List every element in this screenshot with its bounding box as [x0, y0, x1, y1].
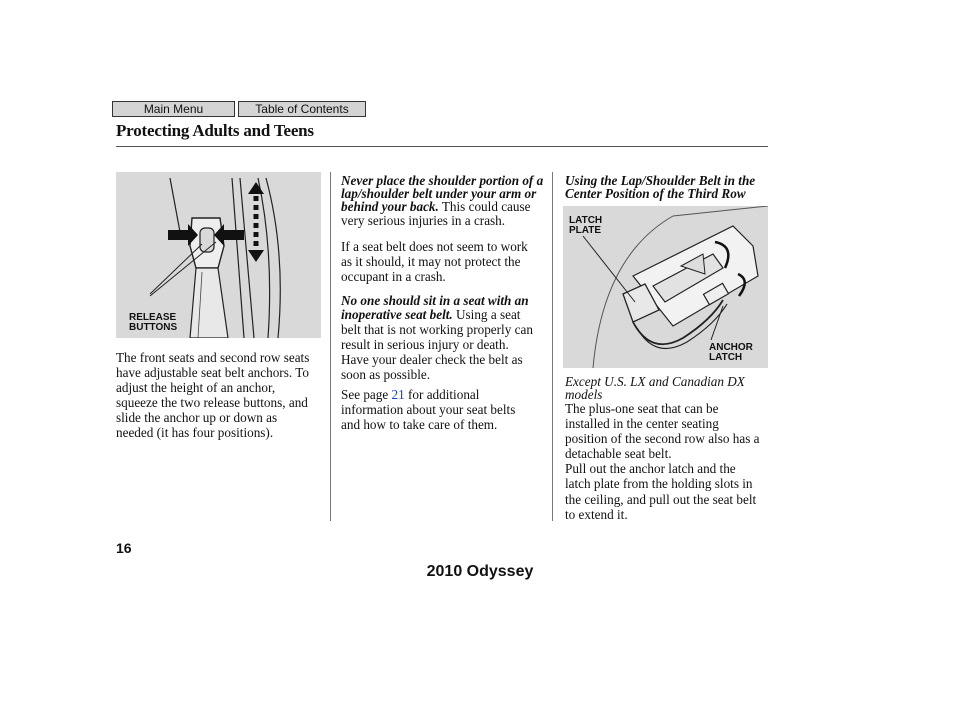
text-line: and how to take care of them.: [341, 417, 498, 433]
main-menu-button[interactable]: Main Menu: [112, 101, 235, 117]
text-line: slide the anchor up or down as: [116, 410, 278, 426]
release-buttons-label: [129, 313, 177, 333]
latch-plate-label: [569, 216, 602, 236]
warning-text: very serious injuries in a crash.: [341, 213, 506, 228]
section-title: Protecting Adults and Teens: [116, 121, 314, 140]
heading-line: Using the Lap/Shoulder Belt in the: [565, 173, 756, 188]
see-page-paragraph: [341, 387, 551, 432]
text-line: installed in the center seating: [565, 416, 719, 432]
warning-line: No one should sit in a seat with an: [341, 293, 529, 308]
text-line: needed (it has four positions).: [116, 425, 274, 441]
caption-line: models: [565, 387, 603, 402]
seat-belt-anchor-figure: [116, 172, 321, 338]
center-belt-figure: [563, 206, 768, 368]
text-fragment: for additional: [404, 387, 480, 402]
warning-line: Never place the shoulder portion of a: [341, 173, 544, 188]
warning-text: Using a seat: [452, 307, 521, 322]
text-line: squeeze the two release buttons, and: [116, 395, 308, 411]
text-line: Pull out the anchor latch and the: [565, 461, 736, 477]
text-line: information about your seat belts: [341, 402, 516, 418]
text-line: as it should, it may not protect the: [341, 254, 521, 270]
anchor-latch-label: [709, 343, 753, 363]
text-line: the ceiling, and pull out the seat belt: [565, 491, 757, 507]
text-line: adjust the height of an anchor,: [116, 380, 276, 396]
caption-line: Except U.S. LX and Canadian DX: [565, 374, 745, 389]
column-divider-1: [330, 172, 331, 521]
text-line: Have your dealer check the belt as: [341, 352, 523, 368]
text-line: position of the second row also has a: [565, 431, 760, 447]
text-line: have adjustable seat belt anchors. To: [116, 365, 309, 381]
third-row-heading: [565, 174, 770, 200]
warning-inoperative-belt: [341, 294, 551, 382]
latch-plate-label-line2: PLATE: [569, 225, 602, 236]
text-line: detachable seat belt.: [565, 446, 672, 462]
heading-line: Center Position of the Third Row: [565, 186, 746, 201]
seat-belt-protection-paragraph: [341, 239, 551, 284]
warning-line: behind your back.: [341, 199, 439, 214]
figure-caption: [565, 375, 770, 401]
plus-one-seat-paragraph: [565, 401, 770, 522]
text-line: The front seats and second row seats: [116, 350, 310, 365]
text-line: belt that is not working properly can: [341, 322, 533, 337]
warning-line: inoperative seat belt.: [341, 307, 453, 322]
page-number: 16: [116, 540, 132, 556]
release-buttons-label-line2: BUTTONS: [129, 322, 178, 333]
title-rule: [116, 146, 768, 147]
text-line: result in serious injury or death.: [341, 337, 509, 353]
column-divider-2: [552, 172, 553, 521]
text-line: soon as possible.: [341, 367, 431, 383]
warning-line: lap/shoulder belt under your arm or: [341, 186, 537, 201]
release-buttons-label-line1: RELEASE: [129, 312, 177, 323]
warning-shoulder-belt: [341, 174, 551, 228]
text-fragment: See page: [341, 387, 392, 402]
text-line: to extend it.: [565, 506, 628, 522]
latch-plate-label-line1: LATCH: [569, 215, 603, 226]
page-21-link[interactable]: 21: [391, 387, 405, 402]
text-line: If a seat belt does not seem to work: [341, 239, 528, 254]
text-line: latch plate from the holding slots in: [565, 476, 753, 492]
anchor-latch-label-line1: ANCHOR: [709, 342, 753, 353]
table-of-contents-button[interactable]: Table of Contents: [238, 101, 366, 117]
anchor-latch-label-line2: LATCH: [709, 352, 743, 363]
text-line: occupant in a crash.: [341, 269, 446, 285]
warning-text: This could cause: [438, 199, 531, 214]
footer-title: 2010 Odyssey: [426, 563, 534, 580]
text-line: The plus-one seat that can be: [565, 401, 719, 416]
anchor-adjust-paragraph: [116, 350, 328, 441]
